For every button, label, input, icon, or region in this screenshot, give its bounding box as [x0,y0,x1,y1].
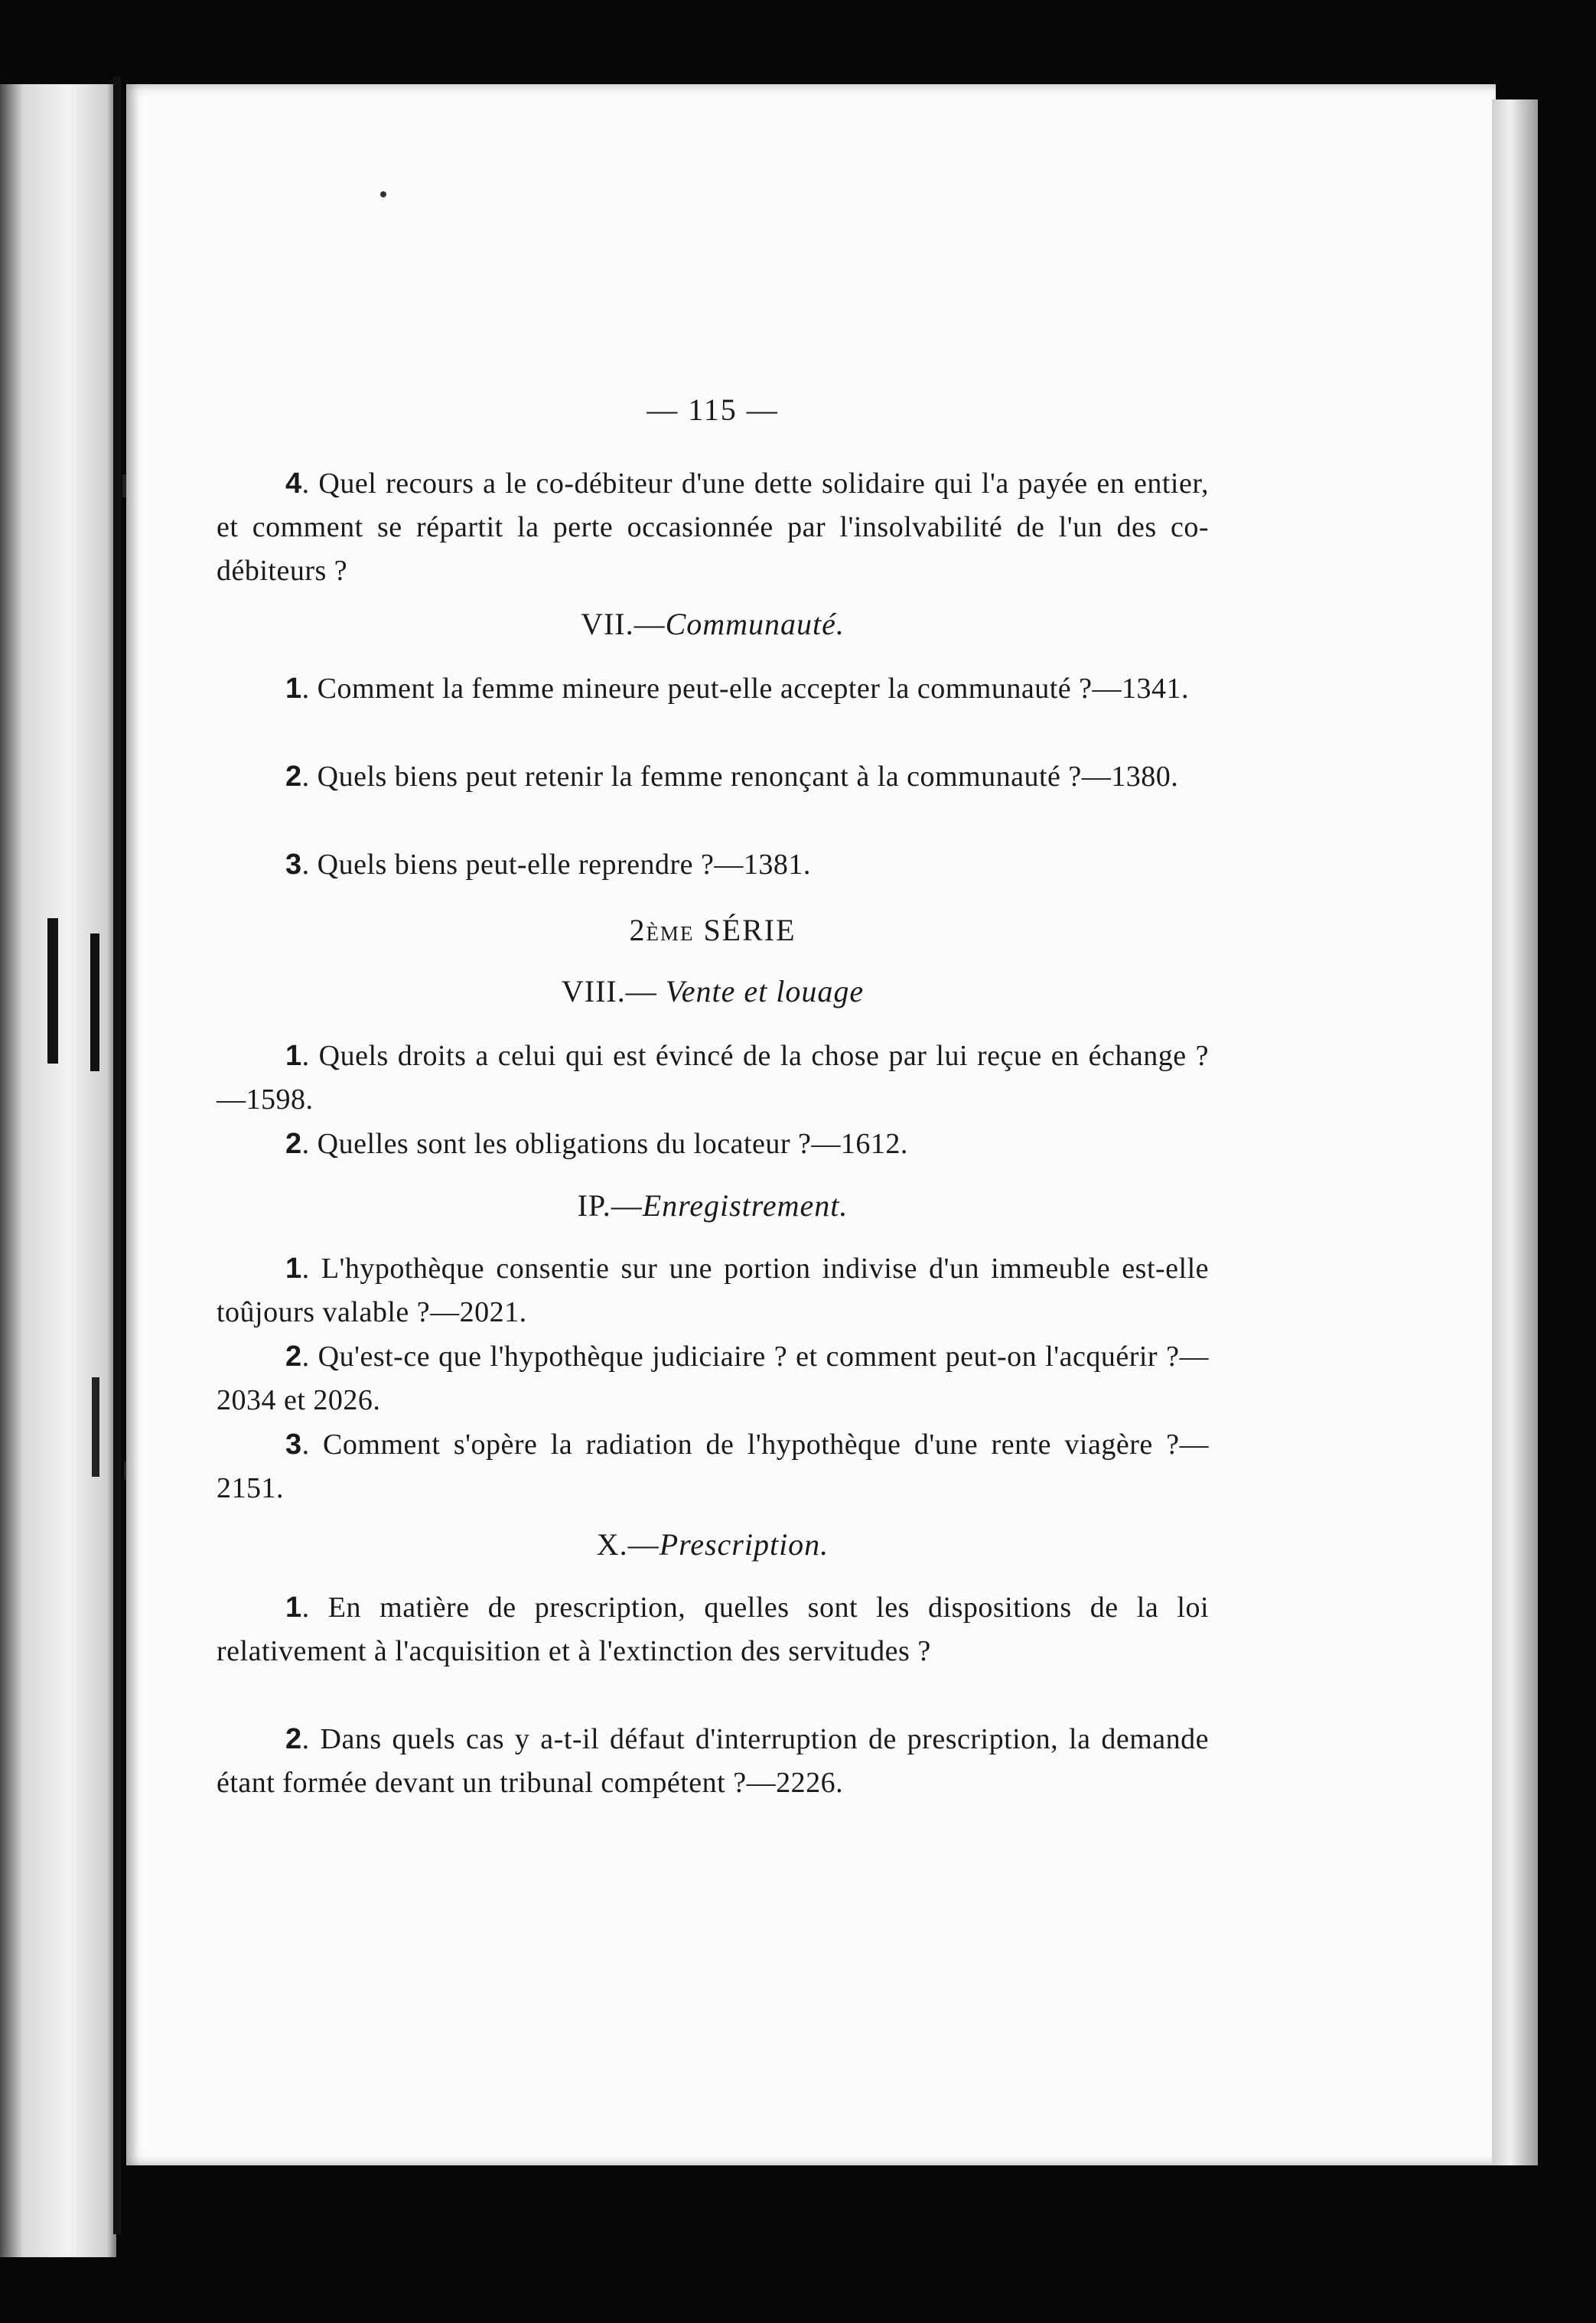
question-text: . Dans quels cas y a-t-il défaut d'interruption de prescription, la demande étant formée devant un tribunal compétent ?—2226. [217,1723,1209,1799]
question-number: 2 [285,1128,302,1160]
page-number: — 115 — [647,393,779,427]
section-heading [217,602,1209,646]
page-fore-edge [1492,99,1538,2165]
section-heading [217,969,1209,1013]
question-text: . En matière de prescription, quelles sont les dispositions de la loi relativement à l'acquisition et à l'extinction des servitudes ? [217,1592,1209,1667]
series-ordinal: 2 [629,913,647,947]
section-title: Communauté. [665,607,845,641]
question-text: . Quels biens peut-elle reprendre ?—1381. [301,849,811,881]
section-numeral: IP.— [577,1188,643,1223]
question-number: 3 [285,849,302,881]
series-heading [217,908,1209,956]
question-text: . Quelles sont les obligations du locateur ?—1612. [301,1128,908,1160]
question-text: . Quels droits a celui qui est évincé de la chose par lui reçue en échange ?—1598. [217,1040,1209,1116]
question-paragraph [217,755,1209,799]
question-text: . Quels biens peut retenir la femme renonçant à la communauté ?—1380. [301,761,1179,793]
question-text: . Quel recours a le co-débiteur d'une dette solidaire qui l'a payée en entier, et comment se répartit la perte occasionnée par l'insolvabilité de l'un des co-débiteurs ? [217,468,1209,587]
question-paragraph [217,667,1209,711]
question-text: . Qu'est-ce que l'hypothèque judiciaire ? et comment peut-on l'acquérir ?—2034 et 2026. [217,1341,1209,1416]
section-numeral: X.— [596,1527,660,1562]
question-text: . L'hypothèque consentie sur une portion indivise d'un immeuble est-elle toûjours valable ?—2021. [217,1253,1209,1328]
question-paragraph [217,1423,1209,1510]
question-number: 1 [285,673,302,705]
question-number: 2 [285,761,302,793]
question-number: 2 [285,1341,302,1373]
question-number: 4 [285,468,302,500]
section-numeral: VII.— [581,607,666,641]
question-number: 3 [285,1429,302,1461]
question-number: 2 [285,1723,302,1755]
question-paragraph [217,843,1209,887]
section-numeral: VIII.— [561,974,666,1008]
question-text: . Comment s'opère la radiation de l'hypothèque d'une rente viagère ?—2151. [217,1429,1209,1504]
series-suffix: ÈME [646,922,695,945]
section-title: Vente et louage [665,974,865,1008]
question-paragraph [217,1586,1209,1673]
speck [380,191,386,197]
question-paragraph [217,1247,1209,1334]
section-title: Prescription. [659,1527,829,1562]
question-paragraph [217,1335,1209,1422]
question-number: 1 [285,1040,302,1072]
question-paragraph [217,1034,1209,1122]
question-number: 1 [285,1592,302,1624]
question-paragraph [217,1718,1209,1805]
question-number: 1 [285,1253,302,1285]
section-title: Enregistrement. [642,1188,848,1223]
question-text: . Comment la femme mineure peut-elle accepter la communauté ?—1341. [301,673,1189,705]
question-paragraph [217,462,1209,593]
section-heading [217,1523,1209,1566]
section-heading [217,1184,1209,1227]
series-word: SÉRIE [703,913,796,947]
question-paragraph [217,1122,1209,1166]
